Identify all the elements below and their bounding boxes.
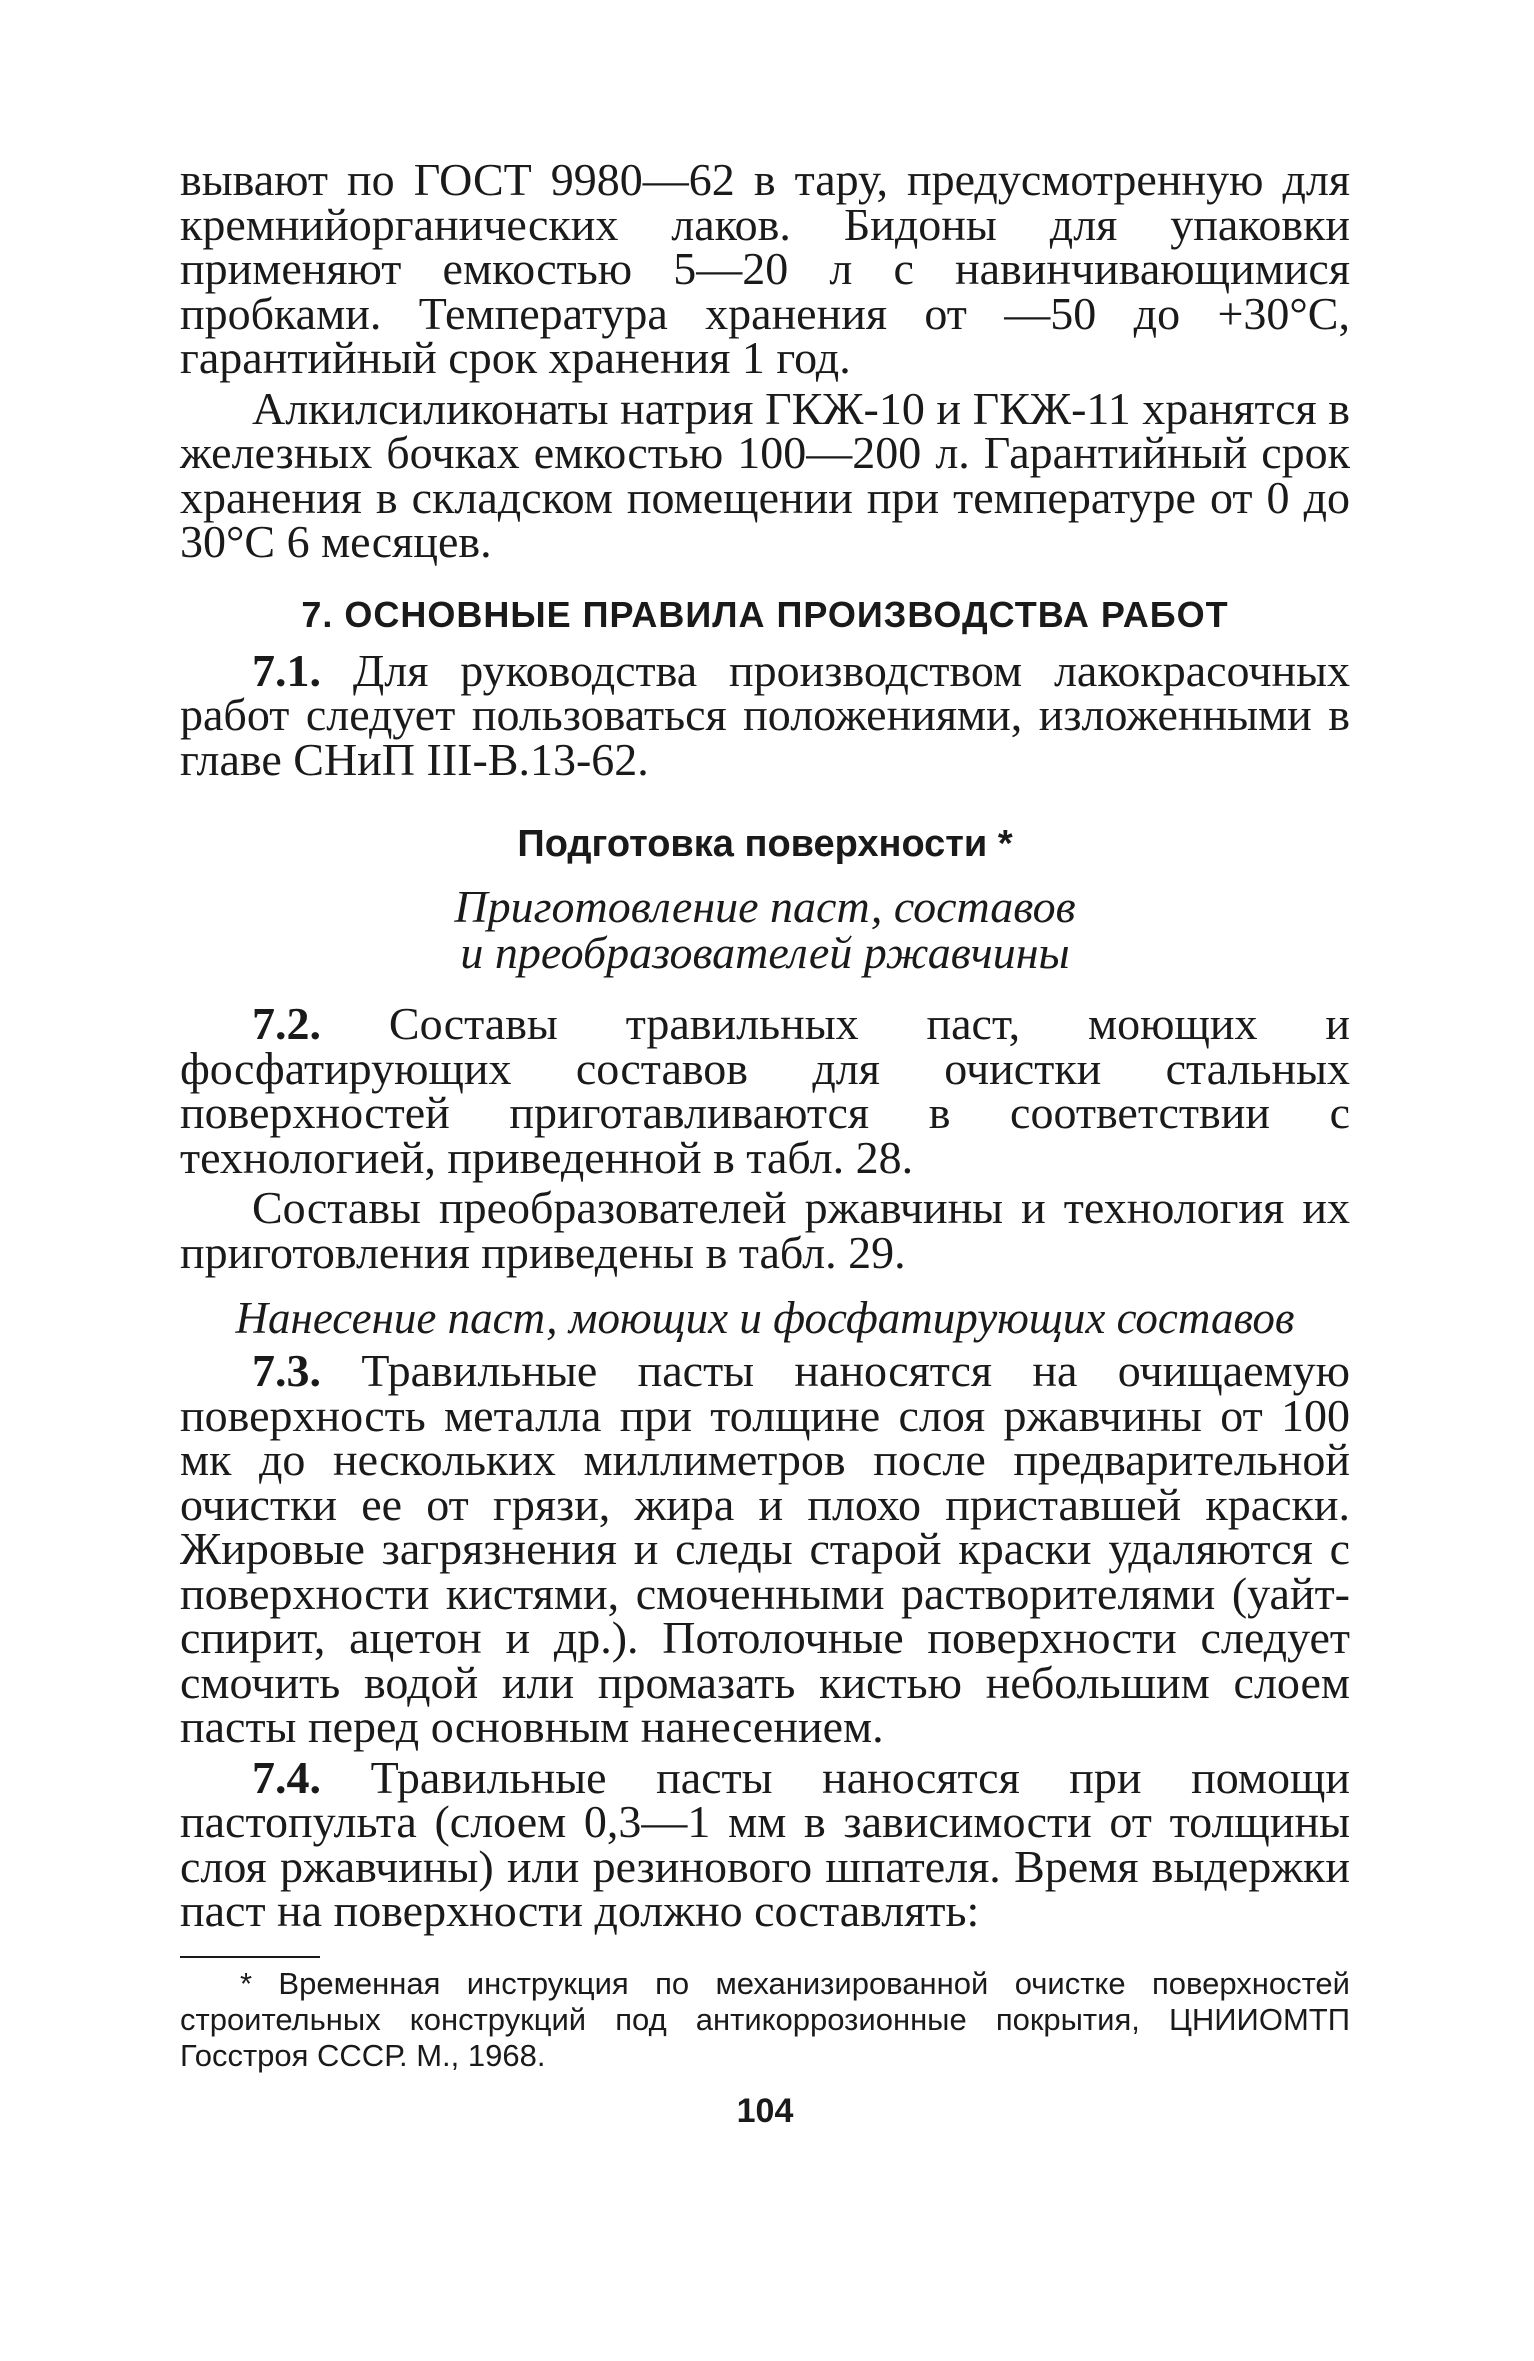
paragraph-7-1 bbox=[180, 644, 1350, 785]
subheading-line: Приготовление паст, составов bbox=[454, 881, 1076, 932]
paragraph-7-2 bbox=[180, 998, 1350, 1183]
paragraph-7-3 bbox=[180, 1345, 1350, 1752]
clause-text: Травильные пасты наносятся на очищаемую поверхность металла при толщине слоя ржавчины от 100 мк до нескольких миллиметров после предварительной очистки ее от грязи, жира и плохо приставшей краски. Жировые загрязнения и следы старой краски удаляются с поверхности кистями, смоченными растворителями (уайт-спирит, ацетон и др.). Потолочные поверхности следует смочить водой или промазать кистью небольшим слоем пасты перед основным нанесением. bbox=[180, 1345, 1350, 1752]
clause-number: 7.4. bbox=[252, 1751, 321, 1803]
subheading-line: и преобразователей ржавчины bbox=[460, 927, 1070, 978]
footnote-divider bbox=[180, 1956, 320, 1958]
clause-number: 7.1. bbox=[252, 644, 321, 696]
footnote: * Временная инструкция по механизированной очистке поверхностей строительных конструкций под антикоррозионные покрытия, ЦНИИОМТП Госстроя СССР. М., 1968. bbox=[180, 1965, 1350, 2073]
section-heading-7: 7. ОСНОВНЫЕ ПРАВИЛА ПРОИЗВОДСТВА РАБОТ bbox=[301, 593, 1229, 635]
paragraph-alkylsiliconates: Алкилсиликонаты натрия ГКЖ-10 и ГКЖ-11 хранятся в железных бочках емкостью 100—200 л. Гарантийный срок хранения в складском помещении при температуре от 0 до 30°С 6 месяцев. bbox=[180, 382, 1350, 567]
page-number: 104 bbox=[736, 2091, 794, 2130]
clause-text: Для руководства производством лакокрасочных работ следует пользоваться положениями, изложенными в главе СНиП III-В.13-62. bbox=[180, 644, 1350, 785]
subsection-subheading-pastes bbox=[180, 881, 1350, 978]
clause-number: 7.2. bbox=[252, 998, 321, 1049]
book-page bbox=[180, 154, 1350, 2298]
paragraph-rust-converters: Составы преобразователей ржавчины и технология их приготовления приведены в табл. 29. bbox=[180, 1182, 1350, 1278]
clause-text: Составы травильных паст, моющих и фосфатирующих составов для очистки стальных поверхностей приготавливаются в соответствии с технологией, приведенной в табл. 28. bbox=[180, 998, 1350, 1183]
subsection-heading-surface-prep: Подготовка поверхности * bbox=[517, 823, 1013, 865]
clause-number: 7.3. bbox=[252, 1345, 321, 1396]
clause-text: Травильные пасты наносятся при помощи пастопульта (слоем 0,3—1 мм в зависимости от толщины слоя ржавчины) или резинового шпателя. Время выдержки паст на поверхности должно составлять: bbox=[180, 1751, 1350, 1936]
paragraph-7-4 bbox=[180, 1751, 1350, 1936]
subsection-heading-application: Нанесение паст, моющих и фосфатирующих составов bbox=[235, 1293, 1295, 1343]
paragraph-packaging: вывают по ГОСТ 9980—62 в тару, предусмотренную для кремнийорганических лаков. Бидоны для упаковки применяют емкостью 5—20 л с навинчивающимися пробками. Температура хранения от —50 до +30°С, гарантийный срок хранения 1 год. bbox=[180, 154, 1350, 383]
